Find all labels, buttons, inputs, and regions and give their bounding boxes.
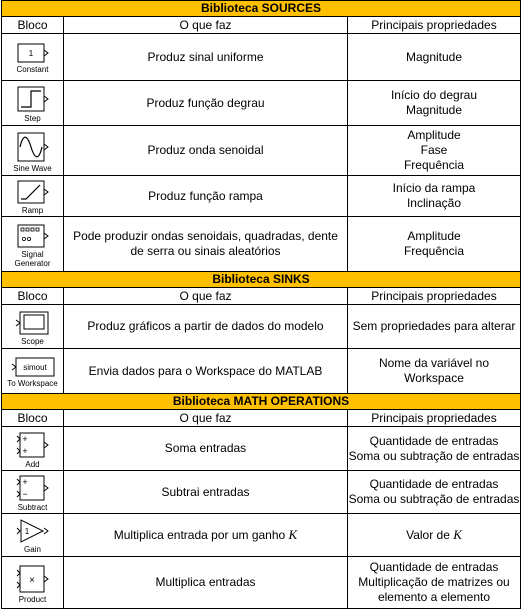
constant-block-icon (16, 42, 50, 64)
description: Produz gráficos a partir de dados do modelo (64, 305, 348, 349)
product-block-icon (15, 564, 51, 594)
table-row (2, 217, 521, 272)
description: Produz sinal uniforme (64, 34, 348, 81)
table-row (2, 176, 521, 217)
property: Frequência (403, 158, 465, 172)
input-sign: + (21, 433, 28, 444)
block-label: Scope (21, 336, 44, 346)
description: Produz função rampa (64, 176, 348, 217)
step-block-icon (16, 85, 50, 113)
column-header-propriedades: Principais propriedades (348, 288, 521, 305)
column-header-propriedades: Principais propriedades (348, 17, 521, 34)
block-label: Ramp (21, 206, 44, 215)
product-symbol: × (28, 574, 35, 586)
constant-block-value: 1 (28, 49, 33, 58)
property: Magnitude (405, 103, 463, 117)
property: Frequência (403, 244, 465, 258)
table-row (2, 514, 521, 557)
column-header-o-que-faz: O que faz (64, 17, 348, 34)
description: Envia dados para o Workspace do MATLAB (64, 349, 348, 394)
scope-block-icon (14, 310, 52, 336)
gain-symbol: K (288, 527, 298, 542)
table-row (2, 349, 521, 394)
table-row (2, 305, 521, 349)
ramp-block-icon (16, 179, 50, 205)
column-header-o-que-faz: O que faz (64, 288, 348, 305)
column-header-o-que-faz: O que faz (64, 410, 348, 427)
properties (348, 176, 521, 217)
properties (348, 217, 521, 272)
block-label: Add (25, 459, 40, 469)
to-workspace-block-icon (10, 356, 56, 378)
input-sign: + (21, 445, 28, 456)
gain-value: 1 (24, 527, 29, 536)
add-block-icon (15, 431, 51, 459)
property: Valor de (406, 528, 454, 542)
sine-wave-block-icon (16, 131, 50, 163)
property: Início da rampa (392, 181, 476, 195)
property: Nome da variável no Workspace (378, 356, 490, 385)
properties (348, 471, 521, 514)
properties (348, 427, 521, 471)
block-label: Subtract (17, 503, 48, 512)
property: Multiplicação de matrizes ou elemento a elemento (358, 575, 510, 604)
description: Produz onda senoidal (64, 126, 348, 176)
properties (348, 81, 521, 126)
block-label: Constant (16, 65, 49, 74)
simulink-libraries-table (1, 0, 521, 609)
properties (348, 349, 521, 394)
description: Pode produzir ondas senoidais, quadradas, dente de serra ou sinais aleatórios (64, 217, 348, 272)
property: Quantidade de entradas (369, 560, 499, 574)
property: Início do degrau (390, 88, 478, 102)
properties (348, 34, 521, 81)
to-workspace-variable: simout (22, 363, 47, 372)
properties (348, 514, 521, 557)
property: Sem propriedades para alterar (352, 319, 516, 333)
property: Inclinação (406, 196, 462, 210)
table-row (2, 81, 521, 126)
property: Amplitude (407, 128, 461, 142)
description-text: Multiplica entrada por um ganho (113, 528, 289, 542)
block-label: Sine Wave (13, 163, 52, 173)
block-label: Signal Generator (14, 249, 51, 268)
column-header-bloco: Bloco (2, 288, 64, 305)
input-sign: − (21, 489, 28, 499)
description: Subtrai entradas (64, 471, 348, 514)
section-title-math-operations: Biblioteca MATH OPERATIONS (2, 394, 521, 410)
properties (348, 126, 521, 176)
gain-block-icon (15, 518, 51, 544)
gain-symbol: K (453, 527, 462, 542)
table-row (2, 471, 521, 514)
description: Soma entradas (64, 427, 348, 471)
block-label: Gain (24, 545, 41, 554)
property: Fase (420, 143, 448, 157)
column-header-bloco: Bloco (2, 410, 64, 427)
input-sign: + (21, 477, 28, 487)
signal-generator-block-icon (16, 223, 50, 249)
section-title-sinks: Biblioteca SINKS (2, 272, 521, 288)
block-label: Step (24, 114, 41, 123)
subtract-block-icon (15, 474, 51, 502)
property: Magnitude (405, 49, 463, 64)
table-row (2, 557, 521, 609)
property: Quantidade de entradas (369, 477, 499, 491)
column-header-propriedades: Principais propriedades (348, 410, 521, 427)
block-label: To Workspace (7, 379, 58, 388)
property: Amplitude (407, 229, 461, 243)
column-header-bloco: Bloco (2, 17, 64, 34)
description (64, 514, 348, 557)
description: Produz função degrau (64, 81, 348, 126)
property: Soma ou subtração de entradas (348, 492, 520, 506)
table-row (2, 427, 521, 471)
table-row (2, 34, 521, 81)
property: Quantidade de entradas (369, 433, 499, 448)
block-label: Product (18, 594, 47, 604)
description: Multiplica entradas (64, 557, 348, 609)
properties (348, 557, 521, 609)
section-title-sources: Biblioteca SOURCES (2, 1, 521, 17)
property: Soma ou subtração de entradas (348, 448, 520, 463)
properties (348, 305, 521, 349)
table-row (2, 126, 521, 176)
